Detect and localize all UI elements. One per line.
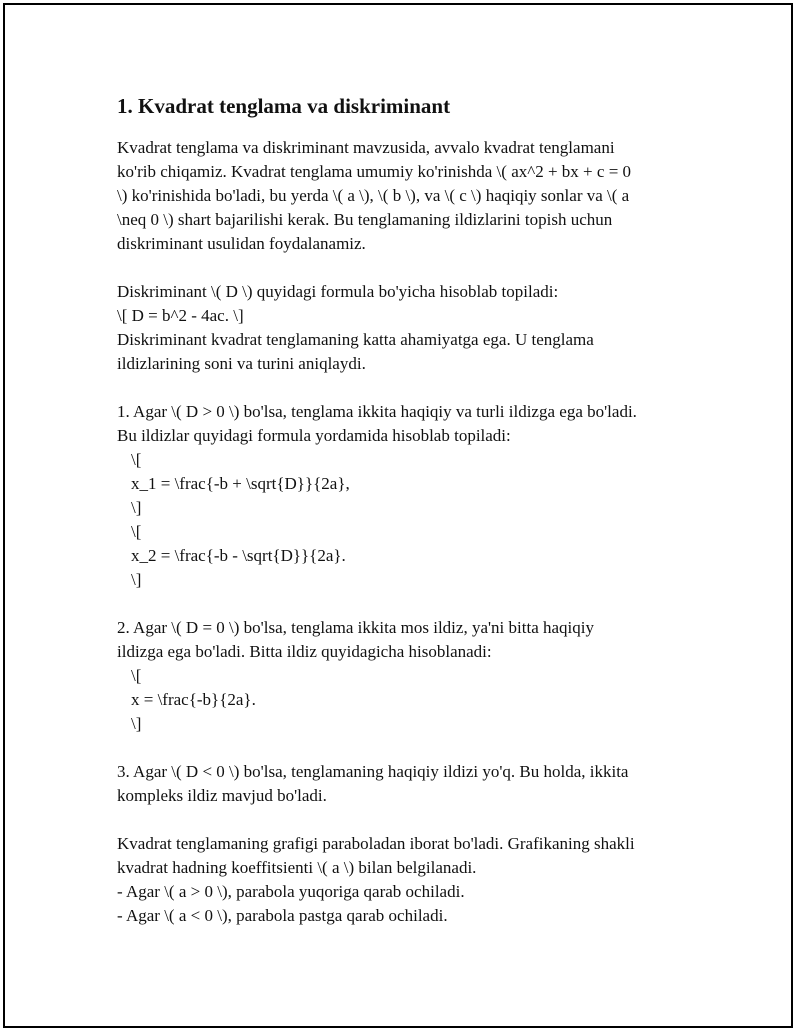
document-title: 1. Kvadrat tenglama va diskriminant xyxy=(117,94,451,118)
parabola-paragraph: Kvadrat tenglamaning grafigi paraboladan iborat bo'ladi. Grafikaning shakli kvadrat hadning koeffitsienti \( a \) bilan belgilanadi. - Agar \( a > 0 \), parabola yuqoriga qarab ochiladi. - Agar \( a < 0 \), parabola pastga qarab ochiladi. xyxy=(117,834,635,925)
case-1-formula: \[ x_1 = \frac{-b + \sqrt{D}}{2a}, \] \[ x_2 = \frac{-b - \sqrt{D}}{2a}. \] xyxy=(131,450,350,589)
paragraph-spacer xyxy=(117,808,687,832)
case-2-formula: \[ x = \frac{-b}{2a}. \] xyxy=(131,666,256,733)
paragraph-spacer xyxy=(117,256,687,280)
case-2-text: 2. Agar \( D = 0 \) bo'lsa, tenglama ikkita mos ildiz, ya'ni bitta haqiqiy ildizga ega bo'ladi. Bitta ildiz quyidagicha hisoblanadi: xyxy=(117,618,594,661)
case-3-text: 3. Agar \( D < 0 \) bo'lsa, tenglamaning haqiqiy ildizi yo'q. Bu holda, ikkita kompleks ildiz mavjud bo'ladi. xyxy=(117,762,629,805)
paragraph-spacer xyxy=(117,736,687,760)
intro-paragraph: Kvadrat tenglama va diskriminant mavzusida, avvalo kvadrat tenglamani ko'rib chiqamiz. Kvadrat tenglama umumiy ko'rinishda \( ax^2 + bx + c = 0 \) ko'rinishida bo'ladi, bu yerda \( a \), \( b \), va \( c \) haqiqiy sonlar va \( a \neq 0 \) shart bajarilishi kerak. Bu tenglamaning ildizlarini topish uchun diskriminant usulidan foydalanamiz. xyxy=(117,138,632,253)
discriminant-paragraph: Diskriminant \( D \) quyidagi formula bo'yicha hisoblab topiladi: \[ D = b^2 - 4ac. \] Diskriminant kvadrat tenglamaning katta ahamiyatga ega. U tenglama ildizlarining soni va turini aniqlaydi. xyxy=(117,282,594,373)
paragraph-spacer xyxy=(117,376,687,400)
document-body xyxy=(117,92,687,928)
case-1-text: 1. Agar \( D > 0 \) bo'lsa, tenglama ikkita haqiqiy va turli ildizga ega bo'ladi. Bu ildizlar quyidagi formula yordamida hisoblab topiladi: xyxy=(117,402,637,445)
paragraph-spacer xyxy=(117,592,687,616)
